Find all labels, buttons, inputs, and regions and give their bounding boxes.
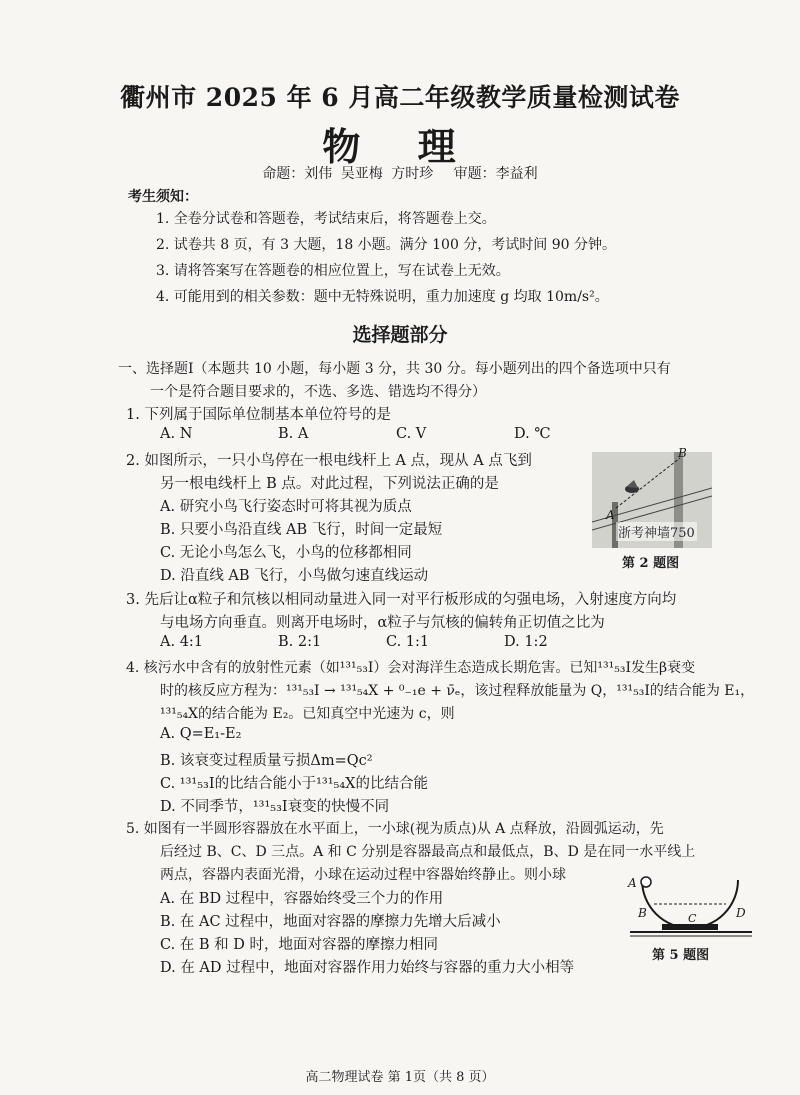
section-title: 选择题部分 (352, 324, 448, 346)
q4-stem: 4. 核污水中含有的放射性元素（如¹³¹₅₃I）会对海洋生态造成长期危害。已知¹³¹₅₃I发生β衰变 (126, 660, 696, 676)
q4-stem-cont2: ¹³¹₅₄X的结合能为 E₂。已知真空中光速为 c，则 (160, 706, 455, 722)
q1-option-a: A. N (160, 426, 193, 442)
reviewer-label: 审题：李益利 (453, 166, 538, 182)
q2-fig-watermark: 浙考神墙750 (616, 522, 697, 541)
notice-heading: 考生须知： (128, 189, 198, 205)
q5-option-a: A. 在 BD 过程中，容器始终受三个力的作用 (160, 891, 444, 907)
q3-option-d: D. 1:2 (504, 634, 548, 650)
q2-option-d: D. 沿直线 AB 飞行，小鸟做匀速直线运动 (160, 568, 429, 584)
q5-fig-label-a: A (628, 876, 637, 890)
q5-stem-cont: 后经过 B、C、D 三点。A 和 C 分别是容器最高点和最低点，B、D 是在同一水平线上 (160, 844, 696, 860)
subject-title: 物 理 (322, 124, 478, 169)
q1-stem: 1. 下列属于国际单位制基本单位符号的是 (126, 407, 391, 423)
q1-option-d: D. ℃ (514, 426, 551, 442)
q4-option-d: D. 不同季节，¹³¹₅₃I衰变的快慢不同 (160, 799, 390, 815)
q2-figure (592, 446, 712, 548)
q2-option-b: B. 只要小鸟沿直线 AB 飞行，时间一定最短 (160, 522, 443, 538)
page-footer: 高二物理试卷 第 1页（共 8 页） (305, 1070, 495, 1085)
q2-option-c: C. 无论小鸟怎么飞，小鸟的位移都相同 (160, 545, 412, 561)
q4-stem-cont: 时的核反应方程为：¹³¹₅₃I → ¹³¹₅₄X + ⁰₋₁e + ν̄ₑ，该过程释放能量为 Q，¹³¹₅₃I的结合能为 E₁， (160, 683, 755, 699)
q5-caption: 第 5 题图 (652, 948, 710, 963)
q5-stem-cont2: 两点，容器内表面光滑，小球在运动过程中容器始终静止。则小球 (160, 867, 566, 883)
q1-option-b: B. A (278, 426, 309, 442)
q4-option-b: B. 该衰变过程质量亏损Δm=Qc² (160, 753, 373, 769)
q2-fig-label-b: B (678, 446, 687, 460)
q2-option-a: A. 研究小鸟飞行姿态时可将其视为质点 (160, 499, 412, 515)
q5-option-b: B. 在 AC 过程中，地面对容器的摩擦力先增大后减小 (160, 914, 501, 930)
q3-option-a: A. 4:1 (160, 634, 204, 650)
q5-fig-label-c: C (688, 912, 697, 925)
q2-fig-label-a: A (606, 508, 615, 522)
q2-stem-cont: 另一根电线杆上 B 点。对此过程，下列说法正确的是 (160, 476, 499, 492)
q5-figure (626, 870, 756, 942)
authors-label: 命题：刘伟 吴亚梅 方时珍 (262, 166, 434, 182)
exam-title: 衢州市 2025 年 6 月高二年级教学质量检测试卷 (120, 83, 680, 112)
q5-option-d: D. 在 AD 过程中，地面对容器作用力始终与容器的重力大小相等 (160, 960, 575, 976)
q3-stem-cont: 与电场方向垂直。则离开电场时，α粒子与氘核的偏转角正切值之比为 (160, 615, 605, 631)
notice-item: 2. 试卷共 8 页，有 3 大题，18 小题。满分 100 分，考试时间 90 分钟。 (156, 237, 617, 253)
q5-stem: 5. 如图有一半圆形容器放在水平面上，一小球(视为质点)从 A 点释放，沿圆弧运动，先 (126, 821, 664, 837)
notice-item: 3. 请将答案写在答题卷的相应位置上，写在试卷上无效。 (156, 263, 510, 279)
q5-fig-label-d: D (736, 906, 746, 920)
q3-option-c: C. 1:1 (386, 634, 430, 650)
q3-option-b: B. 2:1 (278, 634, 322, 650)
q5-option-c: C. 在 B 和 D 时，地面对容器的摩擦力相同 (160, 937, 439, 953)
q2-stem: 2. 如图所示，一只小鸟停在一根电线杆上 A 点，现从 A 点飞到 (126, 453, 532, 469)
authors-line (0, 163, 800, 183)
q3-stem: 3. 先后让α粒子和氘核以相同动量进入同一对平行板形成的匀强电场，入射速度方向均 (126, 592, 677, 608)
section-intro-cont: 一个是符合题目要求的，不选、多选、错选均不得分） (150, 384, 486, 400)
q2-caption: 第 2 题图 (622, 556, 680, 571)
q1-option-c: C. V (396, 426, 427, 442)
section-intro: 一、选择题Ⅰ（本题共 10 小题，每小题 3 分，共 30 分。每小题列出的四个备选项中只有 (118, 361, 671, 377)
q5-fig-label-b: B (638, 906, 647, 920)
q4-option-c: C. ¹³¹₅₃I的比结合能小于¹³¹₅₄X的比结合能 (160, 776, 428, 792)
notice-item: 1. 全卷分试卷和答题卷，考试结束后，将答题卷上交。 (156, 211, 496, 227)
q4-option-a: A. Q=E₁-E₂ (160, 726, 242, 742)
notice-item: 4. 可能用到的相关参数：题中无特殊说明，重力加速度 g 均取 10m/s²。 (156, 289, 609, 305)
